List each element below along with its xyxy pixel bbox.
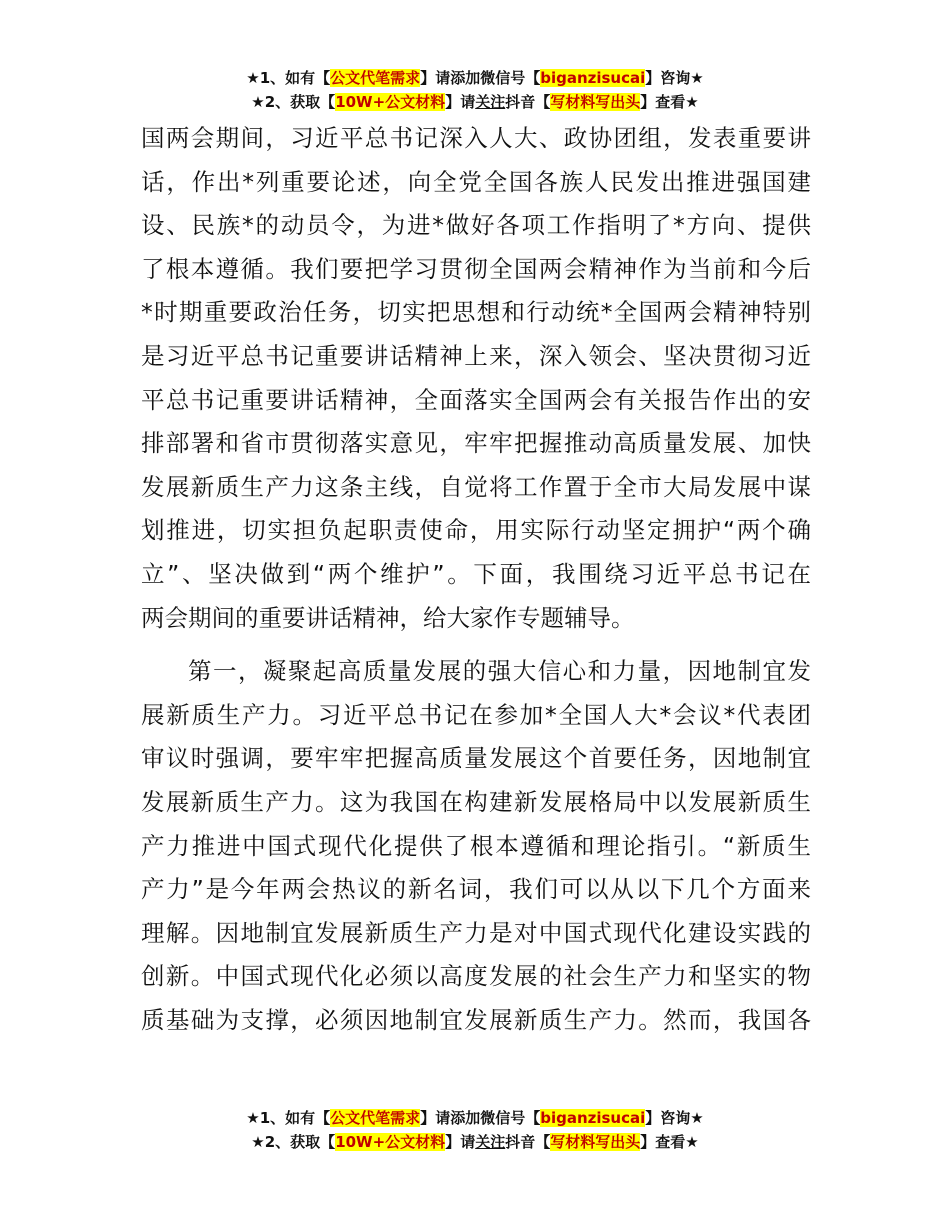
text-line: 创新。中国式现代化必须以高度发展的社会生产力和坚实的物 [141, 962, 811, 991]
banner-text: 】请添加微信号【 [420, 69, 541, 87]
banner-text: 】咨询★ [645, 69, 704, 87]
text-line: 是习近平总书记重要讲话精神上来，深入领会、坚决贯彻习近 [141, 341, 811, 370]
banner-text: 】咨询★ [645, 1109, 704, 1127]
footer-banner [0, 1106, 950, 1154]
banner-text: 抖音【 [505, 1133, 551, 1151]
text-line: 产力”是今年两会热议的新名词，我们可以从以下几个方面来 [141, 875, 811, 904]
banner-text: 】查看★ [640, 1133, 699, 1151]
text-line: 设、民族*的动员令，为进*做好各项工作指明了*方向、提供 [141, 211, 811, 240]
banner-line-1 [0, 1106, 950, 1130]
banner-highlight-douyin: 写材料写出头 [550, 93, 641, 111]
text-line: 理解。因地制宜发展新质生产力是对中国式现代化建设实践的 [141, 918, 811, 947]
banner-text: 】查看★ [640, 93, 699, 111]
text-line: 展新质生产力。习近平总书记在参加*全国人大*会议*代表团 [141, 700, 811, 729]
banner-line-2 [0, 1130, 950, 1154]
banner-highlight-douyin: 写材料写出头 [550, 1133, 641, 1151]
text-line: 发展新质生产力。这为我国在构建新发展格局中以发展新质生 [141, 787, 811, 816]
text-line: 第一，凝聚起高质量发展的强大信心和力量，因地制宜发 [188, 657, 811, 686]
text-line: 排部署和省市贯彻落实意见，牢牢把握推动高质量发展、加快 [141, 429, 811, 458]
text-line: 质基础为支撑，必须因地制宜发展新质生产力。然而，我国各 [141, 1005, 811, 1034]
banner-highlight: 公文代笔需求 [330, 69, 421, 87]
text-line: 产力推进中国式现代化提供了根本遵循和理论指引。“新质生 [141, 831, 811, 860]
text-line: 国两会期间，习近平总书记深入人大、政协团组，发表重要讲 [141, 124, 811, 152]
text-line: 发展新质生产力这条主线，自觉将工作置于全市大局发展中谋 [141, 472, 811, 501]
text-line: 了根本遵循。我们要把学习贯彻全国两会精神作为当前和今后 [141, 254, 811, 283]
banner-text: ★1、如有【 [246, 69, 331, 87]
paragraph-2 [141, 650, 811, 1042]
banner-highlight: 公文代笔需求 [330, 1109, 421, 1127]
banner-highlight-wechat-id: biganzisucai [540, 1109, 646, 1127]
text-line: 立”、坚决做到“两个维护”。下面，我围绕习近平总书记在 [141, 559, 811, 588]
text-line: 两会期间的重要讲话精神，给大家作专题辅导。 [141, 603, 635, 632]
banner-highlight: 10W+公文材料 [335, 1133, 446, 1151]
banner-text: 】请 [445, 1133, 476, 1151]
document-body [141, 117, 811, 1042]
banner-text: ★2、获取【 [251, 93, 336, 111]
text-line: 平总书记重要讲话精神，全面落实全国两会有关报告作出的安 [141, 385, 811, 414]
banner-text: 】请 [445, 93, 476, 111]
banner-text-underlined: 关注 [475, 1133, 506, 1151]
banner-text-underlined: 关注 [475, 93, 506, 111]
banner-text: 抖音【 [505, 93, 551, 111]
text-line: 话，作出*列重要论述，向全党全国各族人民发出推进强国建 [141, 167, 811, 196]
banner-highlight-wechat-id: biganzisucai [540, 69, 646, 87]
banner-line-2 [0, 90, 950, 114]
text-line: 审议时强调，要牢牢把握高质量发展这个首要任务，因地制宜 [141, 744, 811, 773]
banner-text: ★1、如有【 [246, 1109, 331, 1127]
banner-text: 】请添加微信号【 [420, 1109, 541, 1127]
banner-highlight: 10W+公文材料 [335, 93, 446, 111]
text-line: 划推进，切实担负起职责使命，用实际行动坚定拥护“两个确 [141, 516, 811, 545]
paragraph-1 [141, 117, 811, 640]
banner-line-1 [0, 66, 950, 90]
text-line: *时期重要政治任务，切实把思想和行动统*全国两会精神特别 [141, 298, 811, 327]
banner-text: ★2、获取【 [251, 1133, 336, 1151]
header-banner [0, 66, 950, 114]
